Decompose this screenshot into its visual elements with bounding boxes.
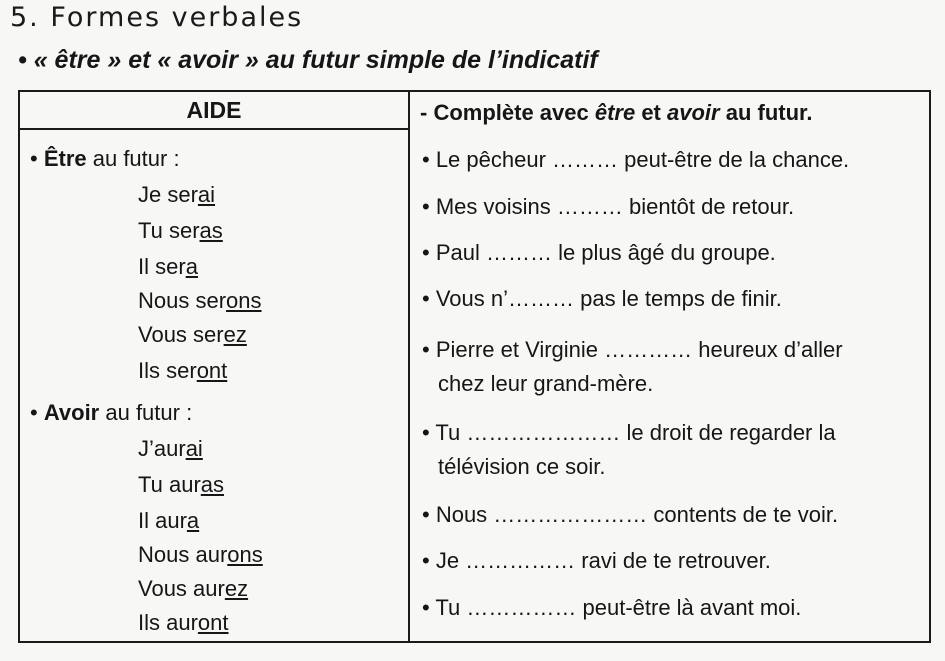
- etre-heading: [30, 146, 180, 172]
- conj-avoir-nous: Nous aurons: [138, 542, 263, 567]
- verb-etre: Être: [43, 146, 87, 171]
- avoir-suffix: au futur :: [99, 400, 193, 425]
- exercise-column: [410, 92, 929, 641]
- conj-etre-je: Je serai: [138, 182, 216, 207]
- exercise-title: 5. Formes verbales: [10, 2, 304, 33]
- aide-heading: AIDE: [20, 92, 408, 130]
- conj-etre-nous: Nous serons: [138, 288, 262, 313]
- conj-etre-ils: Ils seront: [138, 358, 228, 383]
- etre-suffix: au futur :: [86, 146, 180, 171]
- conj-avoir-tu: Tu auras: [138, 472, 225, 497]
- bullet: •: [30, 146, 44, 171]
- sentence-7: • Nous ………………… contents de te voir.: [422, 502, 839, 527]
- sentence-5-line1: • Pierre et Virginie ………… heureux d’aller: [422, 337, 843, 362]
- exercise-instruction: - Complète avec être et avoir au futur.: [420, 100, 813, 125]
- sentence-6-line2: télévision ce soir.: [438, 454, 606, 479]
- sentence-4: • Vous n’……… pas le temps de finir.: [422, 286, 782, 311]
- avoir-heading: [30, 400, 192, 426]
- bullet: •: [30, 400, 44, 425]
- conj-avoir-je: J’aurai: [138, 436, 203, 461]
- conj-etre-il: Il sera: [138, 254, 198, 279]
- aide-column: [20, 92, 410, 641]
- sentence-1: • Le pêcheur ……… peut-être de la chance.: [422, 147, 850, 172]
- sentence-9: • Tu …………… peut-être là avant moi.: [422, 595, 802, 620]
- sentence-5-line2: chez leur grand-mère.: [438, 371, 654, 396]
- conj-avoir-vous: Vous aurez: [138, 576, 249, 601]
- conj-avoir-ils: Ils auront: [138, 610, 229, 635]
- sentence-3: • Paul ……… le plus âgé du groupe.: [422, 240, 776, 265]
- verb-avoir: Avoir: [43, 400, 100, 425]
- exercise-subtitle: • « être » et « avoir » au futur simple de l’indicatif: [18, 46, 598, 74]
- exercise-table: [18, 90, 931, 643]
- sentence-2: • Mes voisins ……… bientôt de retour.: [422, 194, 795, 219]
- conj-etre-vous: Vous serez: [138, 322, 247, 347]
- sentence-8: • Je …………… ravi de te retrouver.: [422, 548, 771, 573]
- conj-etre-tu: Tu seras: [138, 218, 223, 243]
- sentence-6-line1: • Tu ………………… le droit de regarder la: [422, 420, 836, 445]
- conj-avoir-il: Il aura: [138, 508, 200, 533]
